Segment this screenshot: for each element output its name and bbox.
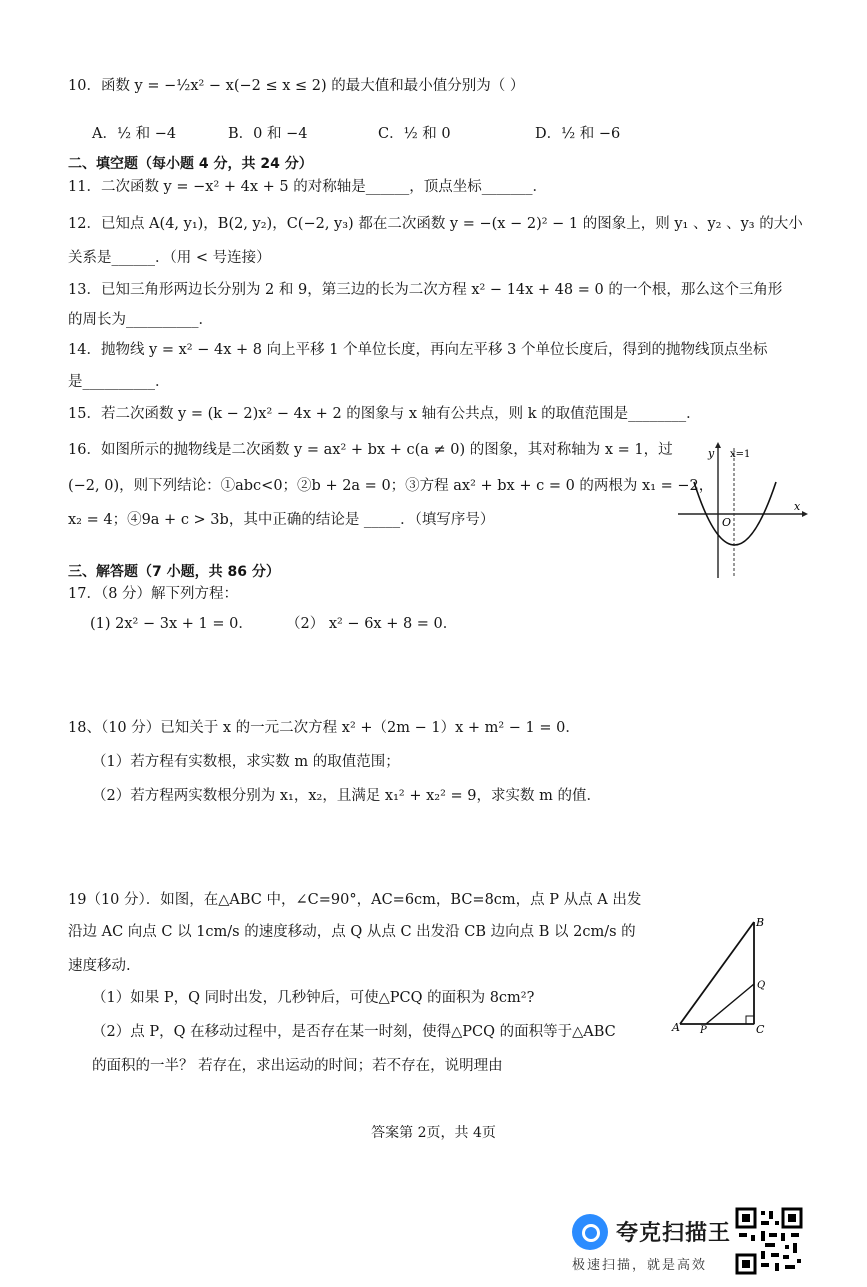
x-axis-label: x: [794, 500, 801, 513]
question-19-part2-line2: 的面积的一半？ 若存在，求出运动的时间；若不存在，说明理由: [92, 1058, 503, 1074]
question-19-line1: 19（10 分）．如图，在△ABC 中，∠C=90°，AC=6cm，BC=8cm，点 P 从点 A 出发: [68, 892, 642, 908]
question-19-part2-line1: （2）点 P，Q 在移动过程中，是否存在某一时刻，使得△PCQ 的面积等于△ABC: [92, 1024, 616, 1040]
question-16-line1: 16．如图所示的抛物线是二次函数 y = ax² + bx + c(a ≠ 0) 的图象，其对称轴为 x = 1，过: [68, 442, 673, 458]
question-19-line2: 沿边 AC 向点 C 以 1cm/s 的速度移动，点 Q 从点 C 出发沿 CB 边向点 B 以 2cm/s 的: [68, 924, 636, 940]
brand-name: 夸克扫描王: [616, 1221, 732, 1246]
question-13-line1: 13．已知三角形两边长分别为 2 和 9，第三边的长为二次方程 x² − 14x + 48 = 0 的一个根，那么这个三角形: [68, 282, 783, 298]
scanner-brand: [572, 1212, 732, 1274]
question-12-line2: 关系是______．（用 < 号连接）: [68, 250, 271, 266]
question-17-part1: (1) 2x² − 3x + 1 = 0．: [90, 616, 253, 632]
point-p-label: P: [700, 1025, 707, 1036]
segment-pq: [706, 984, 754, 1024]
vertex-a-label: A: [672, 1021, 680, 1034]
page-number: 答案第 2页，共 4页: [371, 1125, 496, 1141]
question-14-line1: 14．抛物线 y = x² − 4x + 8 向上平移 1 个单位长度，再向左平移 3 个单位长度后，得到的抛物线顶点坐标: [68, 342, 768, 358]
x-axis-arrow: [802, 511, 808, 517]
question-18-title: 18、（10 分）已知关于 x 的一元二次方程 x² +（2m − 1）x + m² − 1 = 0．: [68, 720, 580, 736]
q10-option-c: C．½ 和 0: [378, 126, 451, 142]
question-14-line2: 是__________．: [68, 374, 170, 390]
question-16-line2: (−2, 0)，则下列结论：①abc<0；②b + 2a = 0；③方程 ax² + bx + c = 0 的两根为 x₁ = −2，: [68, 478, 714, 494]
side-ab: [680, 922, 754, 1024]
point-q-label: Q: [757, 980, 766, 991]
brand-slogan: 极速扫描，就是高效: [572, 1258, 708, 1273]
parabola-figure: [676, 442, 808, 582]
question-18-part1: （1）若方程有实数根，求实数 m 的取值范围；: [92, 754, 400, 770]
question-17-part2: （2） x² − 6x + 8 = 0．: [286, 616, 458, 632]
question-11: 11．二次函数 y = −x² + 4x + 5 的对称轴是______，顶点坐标_______．: [68, 179, 547, 195]
right-angle-mark: [746, 1016, 754, 1024]
y-axis-arrow: [715, 442, 721, 448]
question-12-line1: 12．已知点 A(4, y₁)，B(2, y₂)，C(−2, y₃) 都在二次函数 y = −(x − 2)² − 1 的图象上，则 y₁ 、y₂ 、y₃ 的大小: [68, 216, 803, 232]
vertex-b-label: B: [756, 916, 765, 929]
question-13-line2: 的周长为__________．: [68, 312, 213, 328]
question-19-line3: 速度移动.: [68, 958, 131, 974]
question-19-part1: （1）如果 P，Q 同时出发，几秒钟后，可使△PCQ 的面积为 8cm²?: [92, 990, 535, 1006]
y-axis-label: y: [708, 447, 715, 460]
origin-label: O: [722, 516, 732, 529]
scanner-logo-icon: [572, 1214, 608, 1250]
section-3-title: 三、解答题（7 小题，共 86 分）: [68, 564, 280, 580]
question-17-title: 17．（8 分）解下列方程：: [68, 586, 239, 602]
section-2-title: 二、填空题（每小题 4 分，共 24 分）: [68, 156, 313, 172]
triangle-figure: [670, 912, 780, 1036]
vertex-c-label: C: [756, 1023, 765, 1036]
question-15: 15．若二次函数 y = (k − 2)x² − 4x + 2 的图象与 x 轴有公共点，则 k 的取值范围是________．: [68, 406, 701, 422]
question-10: 10．函数 y = −½x² − x(−2 ≤ x ≤ 2) 的最大值和最小值分别为（ ）: [68, 78, 525, 94]
symmetry-label: x=1: [730, 449, 751, 460]
question-16-line3: x₂ = 4；④9a + c > 3b，其中正确的结论是 _____．（填写序号）: [68, 512, 495, 528]
q10-option-d: D．½ 和 −6: [535, 126, 621, 142]
question-18-part2: （2）若方程两实数根分别为 x₁，x₂，且满足 x₁² + x₂² = 9，求实数 m 的值．: [92, 788, 601, 804]
q10-option-a: A．½ 和 −4: [92, 126, 177, 142]
qr-code-icon: [735, 1207, 803, 1275]
q10-option-b: B．0 和 −4: [228, 126, 308, 142]
